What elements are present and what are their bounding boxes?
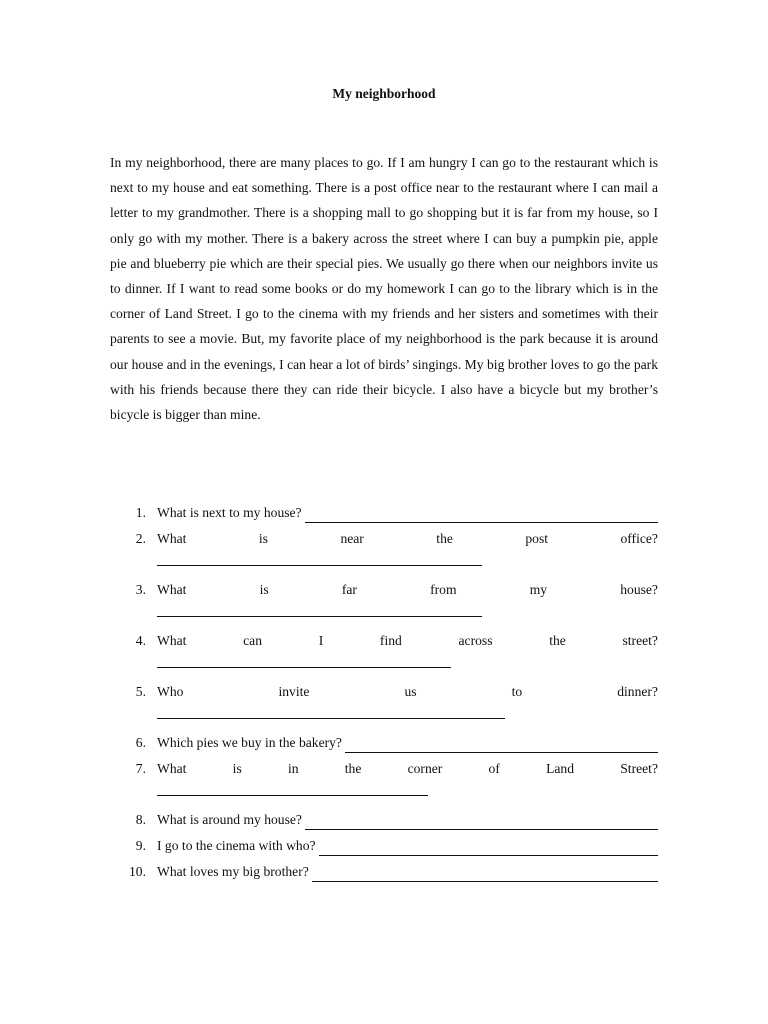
answer-line[interactable] bbox=[305, 815, 658, 830]
question-number: 4. bbox=[135, 633, 146, 648]
question-text: What is next to my house? bbox=[157, 505, 302, 520]
question-word: can bbox=[243, 633, 263, 648]
question-word: is bbox=[232, 761, 242, 776]
question-item bbox=[126, 836, 658, 856]
question-number: 6. bbox=[135, 735, 146, 750]
question-list bbox=[126, 503, 658, 882]
question-word: find bbox=[379, 633, 402, 648]
question-number: 2. bbox=[135, 531, 146, 546]
question-word: Street? bbox=[620, 761, 658, 776]
question-item bbox=[126, 580, 658, 617]
question-item bbox=[126, 631, 658, 668]
page-title: My neighborhood bbox=[332, 86, 436, 101]
question-word: across bbox=[458, 633, 493, 648]
question-word: is bbox=[258, 531, 268, 546]
question-text: I go to the cinema with who? bbox=[157, 838, 316, 853]
question-item bbox=[126, 529, 658, 566]
question-word: the bbox=[549, 633, 566, 648]
answer-line[interactable] bbox=[157, 704, 505, 719]
answer-line[interactable] bbox=[319, 841, 658, 856]
question-word: us bbox=[404, 684, 417, 699]
question-item bbox=[126, 810, 658, 830]
question-word: house? bbox=[620, 582, 658, 597]
question-item bbox=[126, 733, 658, 753]
question-word: is bbox=[259, 582, 269, 597]
question-word: What bbox=[157, 531, 187, 546]
question-text bbox=[157, 631, 658, 651]
question-word: my bbox=[529, 582, 548, 597]
question-word: from bbox=[430, 582, 457, 597]
question-number: 10. bbox=[129, 864, 146, 879]
question-item bbox=[126, 682, 658, 719]
question-word: of bbox=[488, 761, 500, 776]
answer-line[interactable] bbox=[157, 653, 451, 668]
question-text bbox=[157, 580, 658, 600]
question-text bbox=[157, 682, 658, 702]
question-text: What is around my house? bbox=[157, 812, 302, 827]
question-word: the bbox=[436, 531, 453, 546]
question-word: to bbox=[511, 684, 523, 699]
question-number: 7. bbox=[135, 761, 146, 776]
question-text bbox=[157, 529, 658, 549]
answer-line[interactable] bbox=[157, 781, 428, 796]
reading-passage: In my neighborhood, there are many places to go. If I am hungry I can go to the restaurant which is next to my house and eat something. There is a post office near to the restaurant where I can mail a letter to my grandmother. There is a shopping mall to go shopping but it is far from my house, so I only go with my mother. There is a bakery across the street where I can buy a pumpkin pie, apple pie and blueberry pie which are their special pies. We usually go there when our neighbors invite us to dinner. If I want to read some books or do my homework I can go to the library which is in the corner of Land Street. I go to the cinema with my friends and her sisters and sometimes with their parents to see a movie. But, my favorite place of my neighborhood is the park because it is around our house and in the evenings, I can hear a lot of birds’ singings. My big brother loves to go the park with his friends because there they can ride their bicycle. I also have a bicycle but my brother’s bicycle is bigger than mine. bbox=[110, 155, 658, 423]
answer-line[interactable] bbox=[345, 738, 658, 753]
question-word: dinner? bbox=[617, 684, 658, 699]
answer-line[interactable] bbox=[305, 508, 658, 523]
question-word: I bbox=[318, 633, 324, 648]
question-word: What bbox=[157, 761, 187, 776]
question-text: What loves my big brother? bbox=[157, 864, 309, 879]
question-word: What bbox=[157, 633, 187, 648]
question-word: What bbox=[157, 582, 187, 597]
question-number: 9. bbox=[135, 838, 146, 853]
question-word: near bbox=[340, 531, 364, 546]
question-word: in bbox=[287, 761, 299, 776]
question-text bbox=[157, 759, 658, 779]
answer-line[interactable] bbox=[157, 551, 482, 566]
question-word: office? bbox=[620, 531, 658, 546]
question-word: the bbox=[344, 761, 362, 776]
question-word: post bbox=[525, 531, 549, 546]
answer-line[interactable] bbox=[312, 867, 658, 882]
question-word: street? bbox=[622, 633, 658, 648]
answer-line[interactable] bbox=[157, 602, 482, 617]
question-word: Who bbox=[157, 684, 184, 699]
question-text: Which pies we buy in the bakery? bbox=[157, 735, 342, 750]
question-word: far bbox=[341, 582, 357, 597]
question-item bbox=[126, 503, 658, 523]
question-word: corner bbox=[407, 761, 443, 776]
question-number: 5. bbox=[135, 684, 146, 699]
question-item bbox=[126, 759, 658, 796]
question-number: 8. bbox=[135, 812, 146, 827]
question-number: 1. bbox=[135, 505, 146, 520]
question-word: invite bbox=[278, 684, 310, 699]
question-item bbox=[126, 862, 658, 882]
question-word: Land bbox=[546, 761, 575, 776]
question-number: 3. bbox=[135, 582, 146, 597]
